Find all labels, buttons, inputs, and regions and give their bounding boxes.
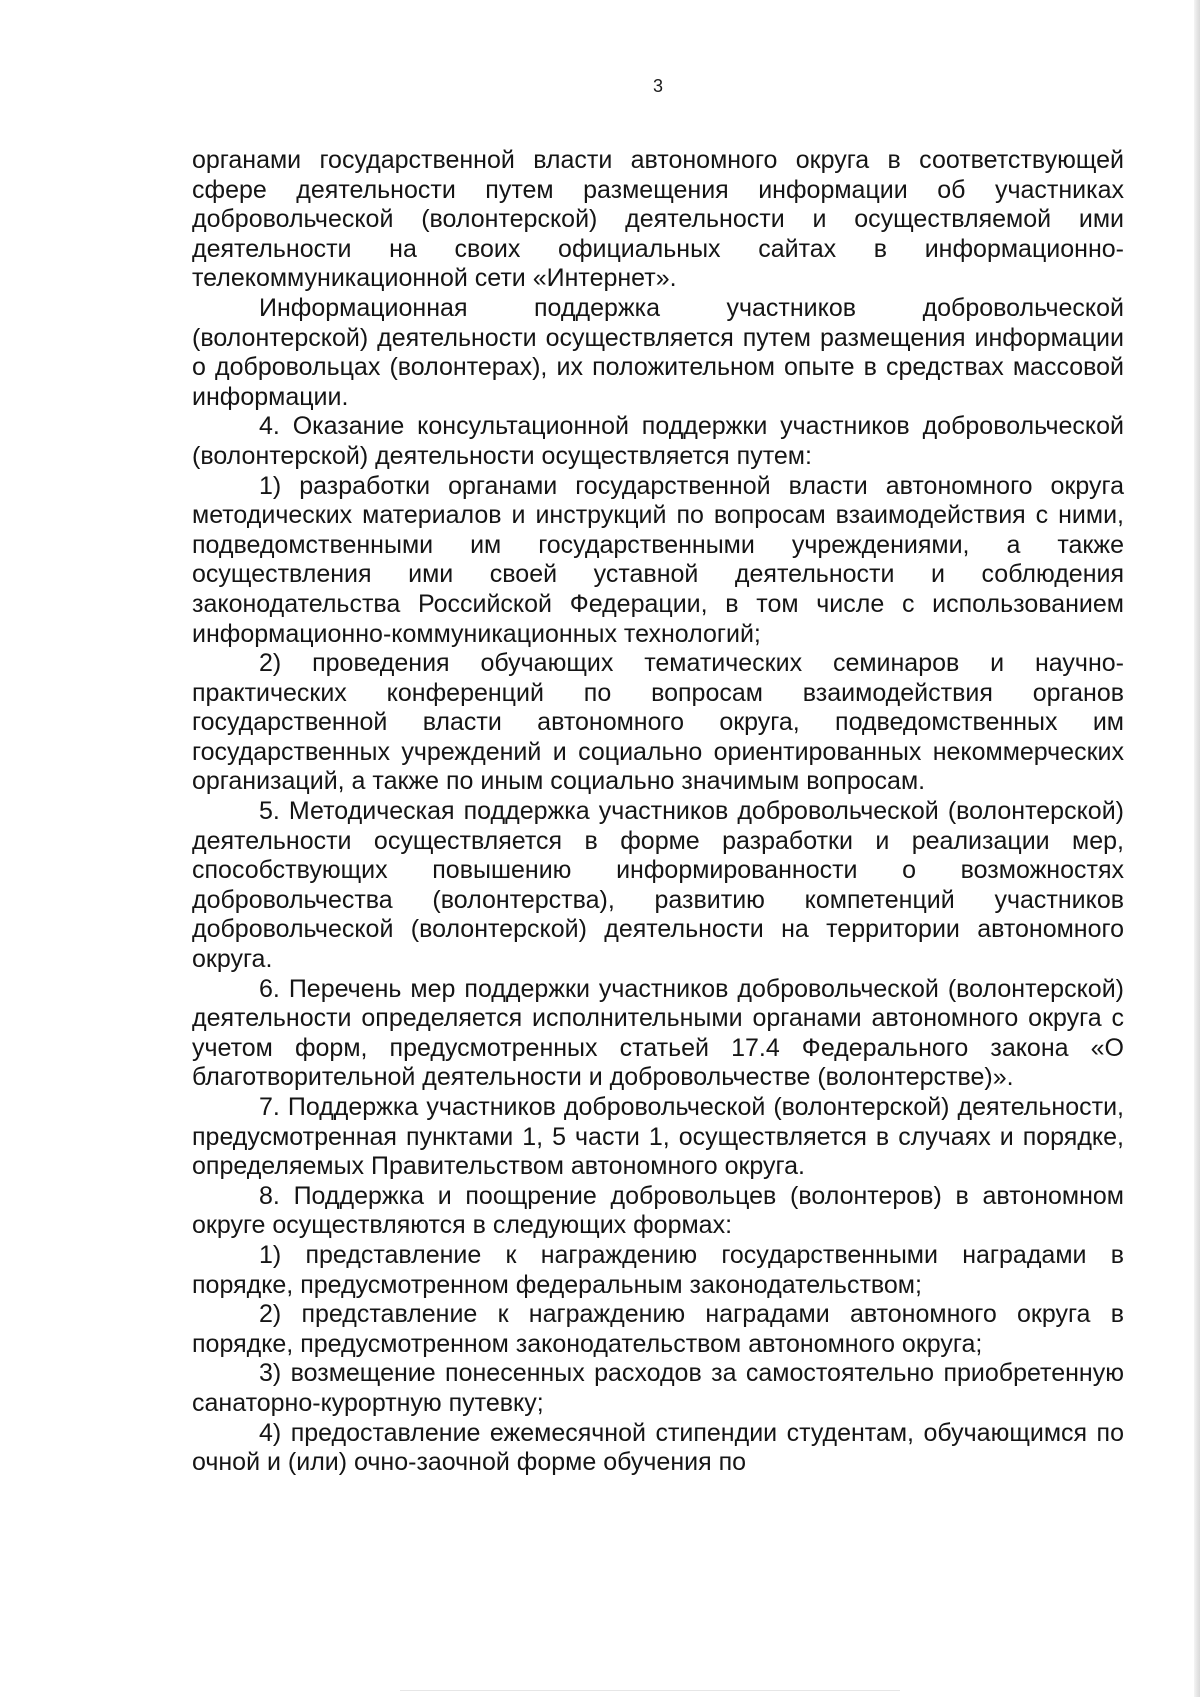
paragraph-item-4-2: 2) проведения обучающих тематических семинаров и научно-практических конференций по вопросам взаимодействия органов государственной власти автономного округа, подведомственных им государственных учреждений и социально ориентированных некоммерческих организаций, а также по иным социально значимым вопросам. (192, 649, 1124, 796)
paragraph-item-8-4: 4) предоставление ежемесячной стипендии студентам, обучающимся по очной и (или) очно-заочной форме обучения по (192, 1418, 1124, 1477)
paragraph-item-5: 5. Методическая поддержка участников добровольческой (волонтерской) деятельности осуществляется в форме разработки и реализации мер, способствующих повышению информированности о возможностях добровольчества (волонтерства), развитию компетенций участников добровольческой (волонтерской) деятельности на территории автономного округа. (192, 797, 1124, 974)
document-body (192, 146, 1124, 1478)
paragraph-item-8-3: 3) возмещение понесенных расходов за самостоятельно приобретенную санаторно-курортную путевку; (192, 1359, 1124, 1417)
paragraph-item-4: 4. Оказание консультационной поддержки участников добровольческой (волонтерской) деятельности осуществляется путем: (192, 412, 1124, 470)
paragraph-item-4-1: 1) разработки органами государственной власти автономного округа методических материалов и инструкций по вопросам взаимодействия с ними, подведомственными им государственными учреждениями, а также осуществления ими своей уставной деятельности и соблюдения законодательства Российской Федерации, в том числе с использованием информационно-коммуникационных технологий; (192, 471, 1124, 648)
paragraph-item-8: 8. Поддержка и поощрение добровольцев (волонтеров) в автономном округе осуществляются в следующих формах: (192, 1181, 1124, 1240)
paragraph-item-8-2: 2) представление к награждению наградами автономного округа в порядке, предусмотренном законодательством автономного округа; (192, 1300, 1124, 1358)
page-edge-shadow (1194, 0, 1200, 1697)
paragraph-continuation: органами государственной власти автономного округа в соответствующей сфере деятельности путем размещения информации об участниках добровольческой (волонтерской) деятельности и осуществляемой ими деятельности на своих официальных сайтах в информационно-телекоммуникационной сети «Интернет». (192, 146, 1124, 293)
paragraph-item-6: 6. Перечень мер поддержки участников добровольческой (волонтерской) деятельности определяется исполнительными органами автономного округа с учетом форм, предусмотренных статьей 17.4 Федерального закона «О благотворительной деятельности и добровольчестве (волонтерстве)». (192, 974, 1124, 1092)
paragraph-information-support: Информационная поддержка участников добровольческой (волонтерской) деятельности осуществляется путем размещения информации о добровольцах (волонтерах), их положительном опыте в средствах массовой информации. (192, 293, 1124, 411)
paragraph-item-7: 7. Поддержка участников добровольческой (волонтерской) деятельности, предусмотренная пунктами 1, 5 части 1, осуществляется в случаях и порядке, определяемых Правительством автономного округа. (192, 1093, 1124, 1181)
scan-bottom-line (400, 1690, 900, 1691)
page-number: 3 (652, 76, 663, 96)
paragraph-item-8-1: 1) представление к награждению государственными наградами в порядке, предусмотренном федеральным законодательством; (192, 1240, 1124, 1299)
